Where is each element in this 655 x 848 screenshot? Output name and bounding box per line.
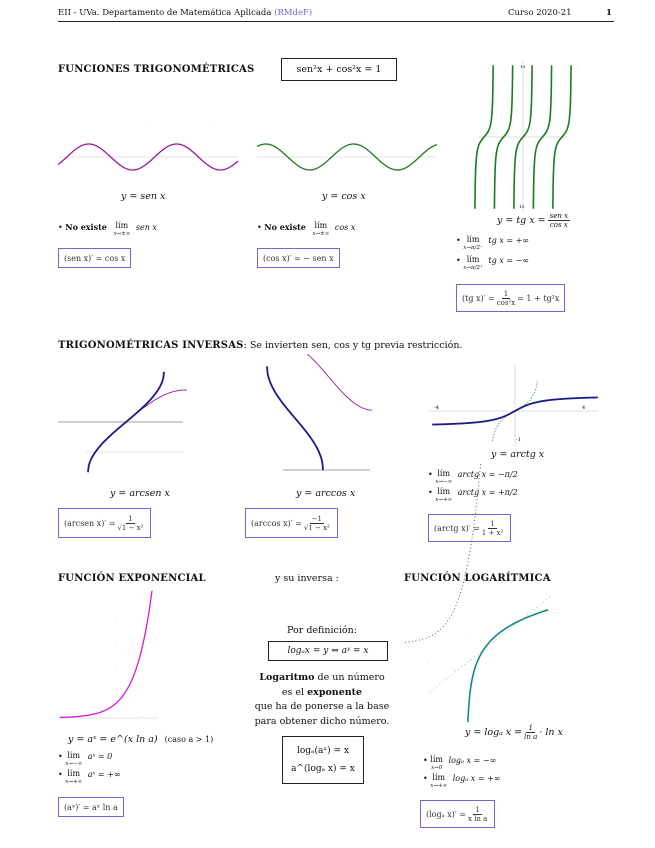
arccos-derivative: (arccos x)′ = $\frac{-1}{\text{√1 − x²}}$: [245, 508, 338, 538]
tan-derivative: (tg x)′ = $\frac{1}{\text{cos²x}}$ = 1 + tg²x: [456, 284, 565, 312]
cos-caption: y = cos x: [322, 191, 366, 202]
arctan-limit-left: • lím x→−∞ arctg x = −π/2: [428, 469, 518, 485]
sin-derivative: (sen x)′ = cos x: [58, 248, 131, 268]
svg-text:·: ·: [470, 636, 472, 641]
header-rule: [58, 21, 614, 22]
section-title-trig: FUNCIONES TRIGONOMÉTRICAS: [58, 64, 255, 75]
svg-text:·: ·: [213, 125, 214, 129]
arctan-tick-right: 4: [582, 405, 586, 411]
arctan-limit-right: • lím x→+∞ arctg x = +π/2: [428, 487, 518, 503]
section-title-inverse: TRIGONOMÉTRICAS INVERSAS: Se invierten sen, cos y tg previa restricción.: [58, 340, 463, 351]
sin-graph: [58, 120, 238, 190]
cos-limit: • No existe lím x→±∞ cos x: [257, 221, 356, 237]
svg-text:·: ·: [116, 686, 118, 691]
exp-limit-right: • lím x→+∞ aˣ = +∞: [58, 769, 121, 785]
svg-text:·: ·: [427, 661, 429, 666]
tan-tick-top: 10: [520, 64, 526, 69]
log-limit-right: • lím x→+∞ logₐ x = +∞: [423, 773, 501, 789]
svg-text:·: ·: [470, 681, 472, 686]
tan-limit-left: • lím x→π/2⁻ tg x = +∞: [456, 235, 529, 251]
sin-caption: y = sen x: [121, 191, 166, 202]
arctan-graph: [428, 366, 598, 446]
section-title-exp: FUNCIÓN EXPONENCIAL: [58, 573, 206, 584]
exp-graph: [58, 592, 158, 722]
log-derivative: (logₐ x)′ = $\frac{1}{\text{x ln a}}$: [420, 800, 495, 828]
page-number: 1: [606, 8, 612, 18]
arccos-graph: [245, 366, 375, 476]
header-tag: (RMdeF): [274, 8, 313, 18]
cos-derivative: (cos x)′ = − sen x: [257, 248, 340, 268]
tan-caption: y = tg x = $\frac{\text{sen x}}{\text{cos x}}$: [497, 212, 569, 229]
section-title-log: FUNCIÓN LOGARÍTMICA: [404, 573, 551, 584]
definition-text: Logaritmo de un número es el exponente que ha de ponerse a la base para obtener dicho número.: [254, 672, 390, 727]
arctan-tick-bottom: -1: [516, 437, 521, 443]
svg-text:·: ·: [116, 663, 118, 668]
sin-limit: • No existe lím x→±∞ sen x: [58, 221, 157, 237]
tan-tick-bottom: -10: [518, 204, 525, 209]
arctan-derivative: (arctg x)′ = $\frac{1}{\text{1 + x²}}$: [428, 514, 511, 542]
exp-limit-left: • lím x→−∞ aˣ = 0: [58, 751, 113, 767]
arccos-caption: y = arccos x: [296, 488, 356, 499]
svg-text:·: ·: [470, 658, 472, 663]
arcsin-caption: y = arcsen x: [110, 488, 170, 499]
exp-caption: y = aˣ = e^(x ln a) (caso a > 1): [68, 734, 214, 745]
arctan-tick-left: -4: [434, 405, 439, 411]
cos-graph: [257, 120, 437, 190]
header-institution: EII - UVa. Departamento de Matemática Aplicada (RMdeF): [58, 8, 313, 18]
svg-text:·: ·: [116, 618, 118, 623]
arcsin-derivative: (arcsen x)′ = $\frac{1}{\text{√1 − x²}}$: [58, 508, 151, 538]
header-course: Curso 2020-21: [508, 8, 572, 18]
svg-text:·: ·: [116, 640, 118, 645]
svg-text:·: ·: [146, 125, 147, 129]
svg-text:·: ·: [142, 714, 144, 719]
arcsin-graph: [58, 364, 188, 469]
pythagorean-identity: sen²x + cos²x = 1: [281, 58, 397, 81]
log-identities-box: [282, 736, 364, 784]
log-definition: logₐx = y ⇔ aʸ = x: [268, 641, 388, 661]
exp-derivative: (aˣ)′ = aˣ ln a: [58, 797, 124, 817]
log-limit-left: • lím x→0 logₐ x = −∞: [423, 755, 497, 771]
log-identity-1: logₐ(aˣ) = x: [296, 746, 350, 756]
tan-graph: [478, 62, 568, 212]
log-identity-2: a^(logₐ x) = x: [291, 764, 355, 774]
definition-label: Por definición:: [287, 625, 357, 636]
arctan-caption: y = arctg x: [491, 449, 545, 460]
inverse-label: y su inversa :: [275, 573, 339, 584]
tan-limit-right: • lím x→π/2⁺ tg x = −∞: [456, 255, 529, 271]
log-caption: y = logₐ x = $\frac{1}{\text{ln a}}$ · ln x: [465, 724, 563, 741]
log-graph: [425, 592, 555, 722]
